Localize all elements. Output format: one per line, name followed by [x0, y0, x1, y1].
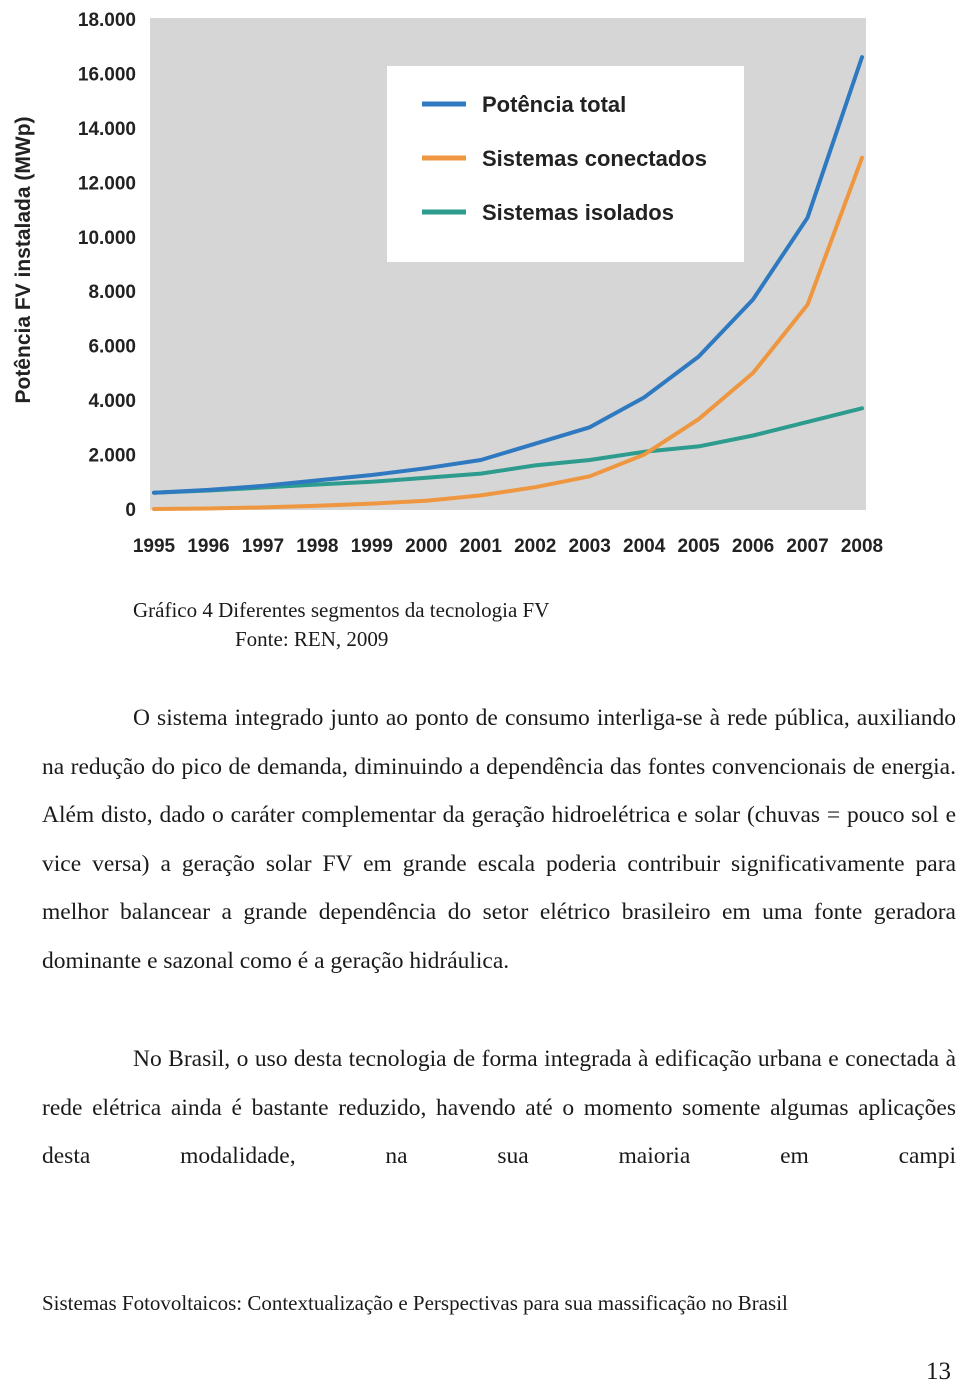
line-chart — [0, 0, 960, 570]
y-tick-label: 2.000 — [88, 445, 136, 467]
y-tick-label: 4.000 — [88, 391, 136, 413]
x-tick-label: 1995 — [132, 536, 176, 557]
paragraph-2: No Brasil, o uso desta tecnologia de forma integrada à edificação urbana e conectada à rede elétrica ainda é bastante reduzido, havendo até o momento somente algumas aplicações desta modalidade, na sua maioria em campi — [42, 1046, 956, 1169]
y-tick-label: 16.000 — [77, 64, 136, 86]
x-tick-label: 1998 — [296, 536, 339, 557]
x-tick-label: 2004 — [623, 536, 666, 557]
x-tick-label: 1996 — [187, 536, 230, 557]
y-tick-label: 8.000 — [88, 282, 136, 304]
y-tick-label: 18.000 — [77, 10, 136, 31]
x-tick-label: 2006 — [731, 536, 775, 557]
x-tick-label: 2000 — [405, 536, 448, 557]
y-tick-label: 12.000 — [77, 173, 136, 195]
paragraph-1: O sistema integrado junto ao ponto de consumo interliga-se à rede pública, auxiliando na redução do pico de demanda, diminuindo a dependência das fontes convencionais de energia. Além disto, dado o caráter complementar da geração hidroelétrica e solar (chuvas = pouco sol e vice versa) a geração solar FV em grande escala poderia contribuir significativamente para melhor balancear a grande dependência do setor elétrico brasileiro em uma fonte geradora dominante e sazonal como é a geração hidráulica. — [42, 705, 956, 974]
x-tick-label: 2001 — [459, 536, 502, 557]
y-tick-label: 10.000 — [77, 227, 136, 249]
legend-label: Potência total — [482, 92, 627, 117]
y-tick-label: 6.000 — [88, 336, 136, 358]
figure-caption: Gráfico 4 Diferentes segmentos da tecnologia FV — [133, 598, 550, 622]
x-tick-label: 2005 — [677, 536, 720, 557]
y-tick-label: 0 — [125, 500, 136, 521]
x-tick-label: 2003 — [568, 536, 611, 557]
y-tick-label: 14.000 — [77, 118, 136, 140]
legend-label: Sistemas isolados — [482, 200, 674, 225]
x-tick-label: 2007 — [786, 536, 829, 557]
x-tick-label: 1997 — [241, 536, 285, 557]
page-footer: Sistemas Fotovoltaicos: Contextualização e Perspectivas para sua massificação no Brasil — [42, 1291, 788, 1315]
page-number: 13 — [926, 1358, 951, 1385]
x-tick-label: 2002 — [514, 536, 557, 557]
x-tick-label: 1999 — [350, 536, 393, 557]
legend-label: Sistemas conectados — [482, 146, 707, 171]
figure-source: Fonte: REN, 2009 — [235, 627, 389, 651]
x-tick-label: 2008 — [840, 536, 884, 557]
y-axis-label: Potência FV instalada (MWp) — [12, 116, 35, 404]
